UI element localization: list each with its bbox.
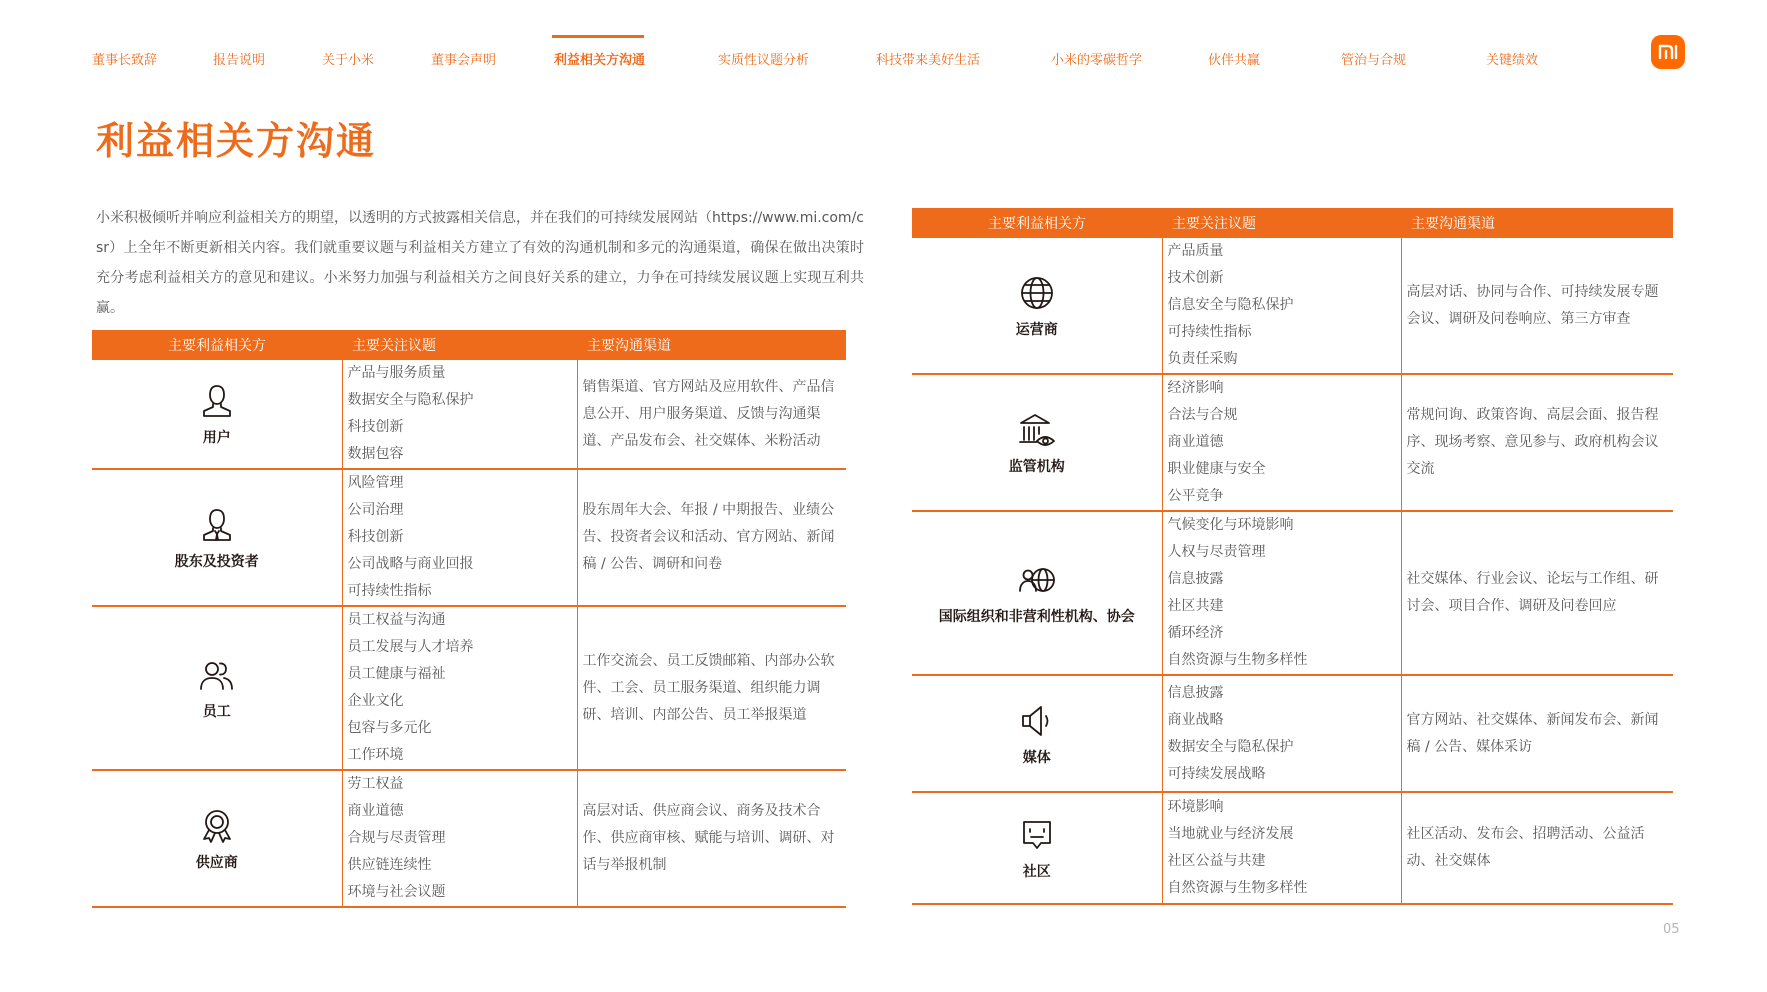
stakeholder-cell: [912, 511, 1162, 675]
table-header-row: [912, 208, 1673, 238]
topic-item: 信息安全与隐私保护: [1167, 297, 1294, 313]
topics-cell: [342, 770, 577, 907]
government-building-eye-icon: [1017, 410, 1057, 450]
topic-item: 数据安全与隐私保护: [347, 392, 474, 408]
table-header-row: [92, 330, 846, 360]
header-stakeholder: 主要利益相关方: [92, 330, 342, 360]
stakeholder-cell: [912, 374, 1162, 511]
topic-item: 员工健康与福祉: [347, 666, 446, 682]
topics-cell: [342, 606, 577, 770]
topic-item: 社区公益与共建: [1167, 853, 1266, 869]
nav-item-governance[interactable]: 管治与合规: [1341, 53, 1407, 68]
topic-item: 信息披露: [1167, 684, 1224, 701]
channels-cell: 高层对话、供应商会议、商务及技术合作、供应商审核、赋能与培训、调研、对话与举报机制: [577, 770, 846, 907]
topic-item: 可持续发展战略: [1167, 765, 1266, 782]
stakeholder-name: 国际组织和非营利性机构、协会: [938, 609, 1135, 625]
stakeholder-cell: [912, 238, 1162, 374]
topic-item: 员工权益与沟通: [347, 612, 446, 628]
header-topics: 主要关注议题: [342, 330, 577, 360]
nav-item-stakeholder-communication[interactable]: 利益相关方沟通: [554, 53, 646, 68]
nav-item-key-performance[interactable]: 关键绩效: [1486, 53, 1539, 68]
channels-cell: 销售渠道、官方网站及应用软件、产品信息公开、用户服务渠道、反馈与沟通渠道、产品发布会、社交媒体、米粉活动: [577, 360, 846, 469]
topic-item: 数据安全与隐私保护: [1167, 738, 1294, 755]
topic-item: 供应链连续性: [347, 857, 432, 873]
topic-item: 商业道德: [1167, 434, 1224, 450]
table-row: [92, 360, 846, 469]
topics-cell: [1162, 792, 1401, 904]
user-icon: [197, 381, 237, 421]
channels-cell: 高层对话、协同与合作、可持续发展专题会议、调研及问卷响应、第三方审查: [1401, 238, 1673, 374]
topic-item: 科技创新: [347, 419, 404, 435]
channels-cell: 工作交流会、员工反馈邮箱、内部办公软件、工会、员工服务渠道、组织能力调研、培训、内部公告、员工举报渠道: [577, 606, 846, 770]
community-chat-icon: [1017, 815, 1057, 855]
active-tab-indicator: [552, 35, 644, 38]
topic-item: 循环经济: [1167, 625, 1224, 641]
topic-item: 环境与社会议题: [347, 884, 446, 900]
topic-item: 合法与合规: [1167, 407, 1238, 423]
nav-item-about-xiaomi[interactable]: 关于小米: [322, 53, 375, 68]
header-stakeholder: 主要利益相关方: [912, 208, 1162, 238]
topic-item: 工作环境: [347, 747, 404, 763]
stakeholder-name: 媒体: [1022, 749, 1051, 766]
topic-item: 技术创新: [1167, 270, 1224, 286]
page-title: 利益相关方沟通: [96, 119, 377, 163]
nav-item-partners[interactable]: 伙伴共赢: [1208, 53, 1261, 68]
people-globe-icon: [1017, 560, 1057, 600]
table-row: [92, 770, 846, 907]
stakeholder-table-right: [912, 208, 1673, 905]
stakeholder-cell: [92, 770, 342, 907]
stakeholder-name: 监管机构: [1008, 458, 1065, 475]
table-row: [912, 675, 1673, 792]
stakeholder-name: 股东及投资者: [174, 553, 259, 570]
topic-item: 商业道德: [347, 803, 404, 819]
topic-item: 产品与服务质量: [347, 365, 446, 381]
topics-cell: [1162, 675, 1401, 792]
topic-item: 劳工权益: [347, 776, 404, 792]
topic-item: 信息披露: [1167, 571, 1224, 587]
channels-cell: 社交媒体、行业会议、论坛与工作组、研讨会、项目合作、调研及问卷回应: [1401, 511, 1673, 675]
topic-item: 数据包容: [347, 446, 404, 462]
topic-item: 风险管理: [347, 475, 404, 491]
topics-cell: [1162, 238, 1401, 374]
topics-cell: [1162, 374, 1401, 511]
table-row: [912, 374, 1673, 511]
topic-item: 人权与尽责管理: [1167, 544, 1266, 560]
topic-item: 气候变化与环境影响: [1167, 517, 1294, 533]
topic-item: 环境影响: [1167, 799, 1224, 815]
topic-item: 公平竞争: [1167, 488, 1224, 504]
stakeholder-cell: [92, 606, 342, 770]
header-topics: 主要关注议题: [1162, 208, 1401, 238]
nav-item-board-statement[interactable]: 董事会声明: [431, 53, 497, 68]
stakeholder-cell: [912, 792, 1162, 904]
topic-item: 自然资源与生物多样性: [1167, 880, 1308, 896]
globe-network-icon: [1017, 273, 1057, 313]
stakeholder-name: 用户: [202, 430, 231, 446]
topic-item: 商业战略: [1167, 711, 1224, 728]
stakeholder-table-left: [92, 330, 846, 908]
topic-item: 科技创新: [347, 529, 404, 545]
topic-item: 职业健康与安全: [1167, 461, 1266, 477]
channels-cell: 股东周年大会、年报 / 中期报告、业绩公告、投资者会议和活动、官方网站、新闻稿 / 公告、调研和问卷: [577, 469, 846, 606]
channels-cell: 常规问询、政策咨询、高层会面、报告程序、现场考察、意见参与、政府机构会议交流: [1401, 374, 1673, 511]
channels-cell: 官方网站、社交媒体、新闻发布会、新闻稿 / 公告、媒体采访: [1401, 675, 1673, 792]
channels-cell: 社区活动、发布会、招聘活动、公益活动、社交媒体: [1401, 792, 1673, 904]
topic-item: 合规与尽责管理: [347, 830, 446, 846]
table-row: [912, 792, 1673, 904]
table-row: [92, 469, 846, 606]
topic-item: 社区共建: [1167, 598, 1224, 614]
topic-item: 包容与多元化: [347, 720, 432, 736]
topic-item: 可持续性指标: [1167, 324, 1252, 340]
nav-item-technology-better-life[interactable]: 科技带来美好生活: [876, 53, 981, 68]
supplier-badge-icon: [197, 806, 237, 846]
topics-cell: [342, 360, 577, 469]
stakeholder-name: 社区: [1022, 864, 1051, 880]
topic-item: 企业文化: [347, 693, 404, 709]
topics-cell: [342, 469, 577, 606]
stakeholder-name: 员工: [202, 704, 231, 720]
employees-icon: [197, 655, 237, 695]
topic-item: 公司治理: [347, 502, 404, 518]
topic-item: 经济影响: [1167, 380, 1224, 396]
mi-logo-icon[interactable]: [1651, 35, 1685, 69]
header-channels: 主要沟通渠道: [1401, 208, 1673, 238]
table-row: [912, 511, 1673, 675]
nav-item-report-description[interactable]: 报告说明: [213, 53, 266, 68]
nav-item-zero-carbon[interactable]: 小米的零碳哲学: [1051, 53, 1143, 68]
topics-cell: [1162, 511, 1401, 675]
nav-item-chairman-statement[interactable]: 董事长致辞: [92, 53, 158, 68]
topic-item: 产品质量: [1167, 243, 1224, 259]
top-nav: [0, 35, 1767, 75]
page-number: 05: [1663, 922, 1680, 937]
table-row: [92, 606, 846, 770]
nav-item-materiality-analysis[interactable]: 实质性议题分析: [718, 53, 810, 68]
topic-item: 公司战略与商业回报: [347, 556, 474, 572]
investor-icon: [197, 505, 237, 545]
stakeholder-cell: [912, 675, 1162, 792]
topic-item: 可持续性指标: [347, 583, 432, 599]
stakeholder-name: 供应商: [195, 854, 238, 871]
intro-paragraph: 小米积极倾听并响应利益相关方的期望，以透明的方式披露相关信息，并在我们的可持续发展网站（https://www.mi.com/csr）上全年不断更新相关内容。我们就重要议题与利益相关方建立了有效的沟通机制和多元的沟通渠道，确保在做出决策时充分考虑利益相关方的意见和建议。小米努力加强与利益相关方之间良好关系的建立，力争在可持续发展议题上实现互利共赢。: [96, 210, 864, 316]
stakeholder-name: 运营商: [1015, 321, 1058, 338]
topic-item: 员工发展与人才培养: [347, 639, 474, 655]
stakeholder-cell: [92, 360, 342, 469]
topic-item: 当地就业与经济发展: [1167, 826, 1294, 842]
topic-item: 自然资源与生物多样性: [1167, 652, 1308, 668]
stakeholder-cell: [92, 469, 342, 606]
speaker-icon: [1017, 701, 1057, 741]
header-channels: 主要沟通渠道: [577, 330, 846, 360]
table-row: [912, 238, 1673, 374]
topic-item: 负责任采购: [1167, 351, 1238, 367]
